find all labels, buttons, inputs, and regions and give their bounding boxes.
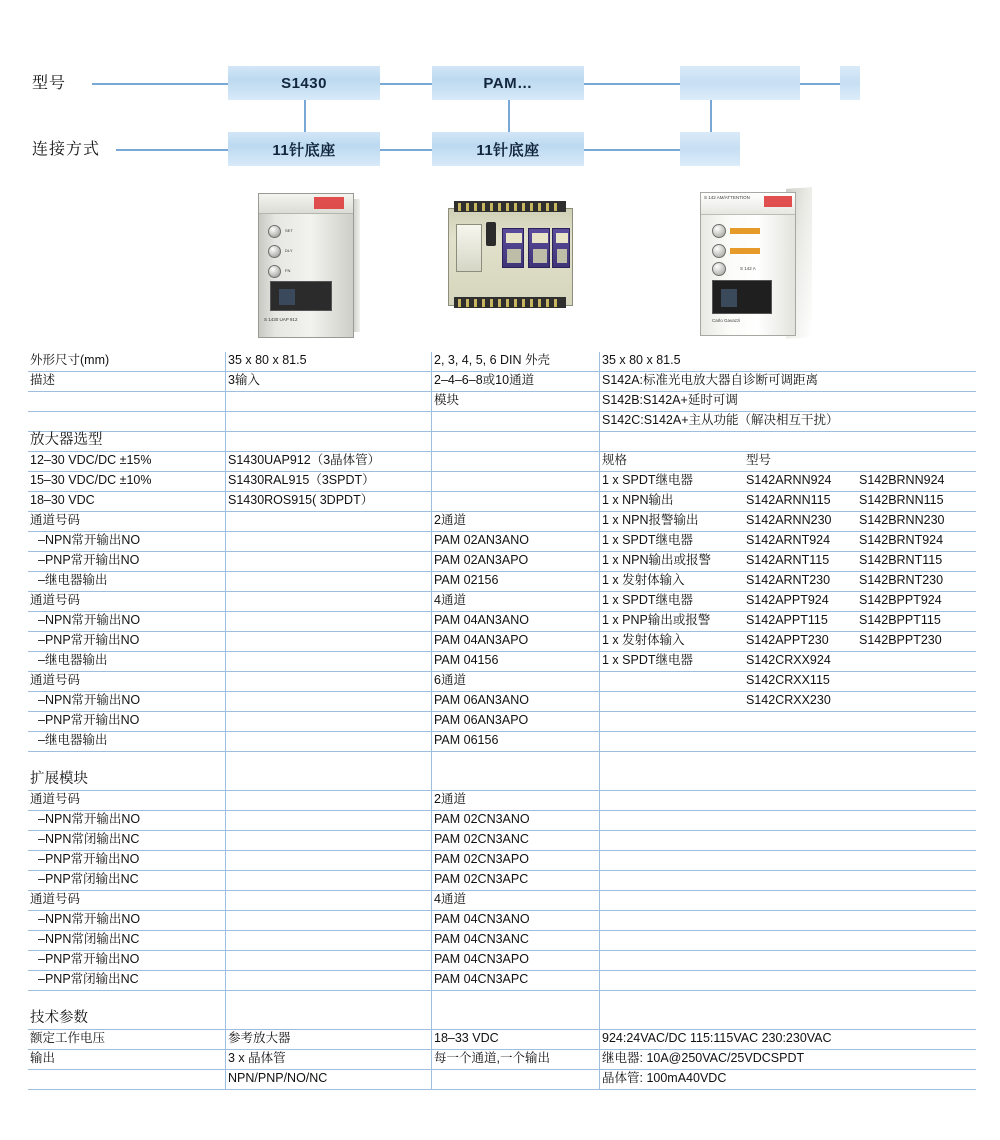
- table-cell: 描述: [28, 372, 226, 391]
- table-cell: [432, 432, 600, 451]
- table-cell: [600, 771, 976, 790]
- spec-name: 1 x PNP输出或报警: [602, 613, 711, 627]
- table-cell: PAM 02AN3ANO: [432, 532, 600, 551]
- table-cell: S142B:S142A+延时可调: [602, 393, 738, 407]
- table-cell: [226, 712, 432, 731]
- table-cell: 模块: [432, 392, 600, 411]
- table-cell: [226, 771, 432, 790]
- table-cell: [226, 752, 432, 771]
- device-caption: S 142 AM/ATTENTION: [704, 195, 750, 200]
- table-row: [28, 971, 976, 991]
- table-cell: [226, 612, 432, 631]
- model-codes: S142ARNN115 S142BRNN115: [746, 493, 944, 507]
- table-cell: PAM 02AN3APO: [432, 552, 600, 571]
- table-row: [28, 1030, 976, 1050]
- table-cell: [600, 991, 976, 1010]
- table-cell: [432, 1010, 600, 1029]
- table-row: [28, 732, 976, 752]
- table-cell: [600, 492, 976, 511]
- table-cell: [226, 791, 432, 810]
- table-row: [28, 572, 976, 592]
- table-row: [28, 1010, 976, 1030]
- table-cell: –继电器输出: [28, 572, 226, 591]
- spec-name: [602, 693, 746, 708]
- device-caption: S 1430 UAP 912: [264, 317, 298, 322]
- table-row: [28, 1050, 976, 1070]
- table-cell: [600, 791, 976, 810]
- table-cell: [226, 552, 432, 571]
- table-cell: 15–30 VDC/DC ±10%: [28, 472, 226, 491]
- connector-line: [800, 83, 840, 85]
- spec-name: [602, 673, 746, 688]
- table-cell: [226, 971, 432, 990]
- table-cell: 18–33 VDC: [432, 1030, 600, 1049]
- table-cell: 通道号码: [28, 672, 226, 691]
- table-cell: 额定工作电压: [28, 1030, 226, 1049]
- table-cell: [226, 572, 432, 591]
- table-row: [28, 1070, 976, 1090]
- table-row: [28, 911, 976, 931]
- table-cell: [600, 1010, 976, 1029]
- image-s1430-relay-module: SET DLY FN S 1430 UAP 912: [252, 193, 360, 338]
- model-codes: S142ARNT230 S142BRNT230: [746, 573, 944, 587]
- connector-line: [584, 149, 680, 151]
- table-cell: [226, 512, 432, 531]
- table-cell: PAM 02156: [432, 572, 600, 591]
- table-cell: 通道号码: [28, 891, 226, 910]
- table-cell: –NPN常闭输出NC: [28, 831, 226, 850]
- table-cell: [28, 991, 226, 1010]
- table-cell: [600, 592, 976, 611]
- table-row: [28, 372, 976, 392]
- chip-model-s1430[interactable]: S1430: [228, 66, 380, 100]
- connector-line: [92, 83, 228, 85]
- table-cell: PAM 04AN3APO: [432, 632, 600, 651]
- table-cell: PAM 06AN3APO: [432, 712, 600, 731]
- table-cell: [226, 1010, 432, 1029]
- table-row: [28, 552, 976, 572]
- table-cell: [28, 392, 226, 411]
- table-cell: 3 x 晶体管: [226, 1050, 432, 1069]
- table-cell: 通道号码: [28, 512, 226, 531]
- table-row: [28, 532, 976, 552]
- spec-name: 1 x NPN报警输出: [602, 513, 699, 527]
- table-cell: –PNP常闭输出NC: [28, 871, 226, 890]
- table-cell: [600, 432, 976, 451]
- table-cell: [226, 732, 432, 751]
- table-cell: PAM 06156: [432, 732, 600, 751]
- table-cell: 3输入: [226, 372, 432, 391]
- table-row: [28, 512, 976, 532]
- table-cell: S1430RAL915（3SPDT）: [226, 472, 432, 491]
- table-row: [28, 891, 976, 911]
- table-cell: [600, 911, 976, 930]
- table-cell: PAM 04CN3APC: [432, 971, 600, 990]
- table-cell: S142A:标准光电放大器自诊断可调距离: [602, 373, 819, 387]
- specification-table: [28, 352, 976, 1090]
- table-cell: [226, 672, 432, 691]
- table-row: [28, 692, 976, 712]
- table-cell: [600, 552, 976, 571]
- table-cell: [226, 851, 432, 870]
- spec-name: 1 x NPN输出: [602, 493, 674, 507]
- table-cell: [600, 851, 976, 870]
- model-codes: S142CRXX924: [746, 653, 831, 667]
- table-row: [28, 831, 976, 851]
- table-cell: 924:24VAC/DC 115:115VAC 230:230VAC: [602, 1031, 832, 1045]
- table-cell: 2通道: [432, 791, 600, 810]
- table-cell: [600, 732, 976, 751]
- connector-line: [304, 100, 306, 132]
- spec-name: 1 x 发射体输入: [602, 633, 685, 647]
- table-cell: 技术参数: [28, 1010, 226, 1029]
- table-cell: –继电器输出: [28, 652, 226, 671]
- chip-connection-11pin-a[interactable]: 11针底座: [228, 132, 380, 166]
- table-cell: 输出: [28, 1050, 226, 1069]
- table-cell: [226, 632, 432, 651]
- table-row: [28, 352, 976, 372]
- table-cell: [226, 831, 432, 850]
- table-row: [28, 771, 976, 791]
- table-row: [28, 811, 976, 831]
- table-cell: [226, 811, 432, 830]
- spec-name: 1 x 发射体输入: [602, 573, 685, 587]
- table-cell: –PNP常开输出NO: [28, 951, 226, 970]
- table-row: [28, 452, 976, 472]
- model-codes: S142ARNT115 S142BRNT115: [746, 553, 943, 567]
- table-cell: [432, 412, 600, 431]
- table-cell: 每一个通道,一个输出: [432, 1050, 600, 1069]
- table-cell: PAM 04AN3ANO: [432, 612, 600, 631]
- table-cell: [28, 752, 226, 771]
- connector-line: [116, 149, 228, 151]
- table-cell: 通道号码: [28, 791, 226, 810]
- table-cell: [226, 412, 432, 431]
- table-row: [28, 412, 976, 432]
- chip-model-blank-2[interactable]: [840, 66, 860, 100]
- table-row: [28, 612, 976, 632]
- table-cell: [432, 472, 600, 491]
- table-cell: [226, 991, 432, 1010]
- table-cell: [600, 971, 976, 990]
- table-cell: [226, 652, 432, 671]
- table-row: [28, 951, 976, 971]
- table-cell: 外形尺寸(mm): [28, 352, 226, 371]
- table-cell: PAM 02CN3ANO: [432, 811, 600, 830]
- spec-name: 1 x SPDT继电器: [602, 473, 693, 487]
- model-codes: S142APPT230 S142BPPT230: [746, 633, 942, 647]
- table-cell: [226, 871, 432, 890]
- connector-line: [380, 149, 432, 151]
- chip-connection-blank[interactable]: [680, 132, 740, 166]
- spec-name: 1 x SPDT继电器: [602, 653, 693, 667]
- table-cell: –继电器输出: [28, 732, 226, 751]
- table-row: [28, 791, 976, 811]
- table-cell: [600, 472, 976, 491]
- spec-name: 1 x NPN输出或报警: [602, 553, 712, 567]
- table-cell: [226, 532, 432, 551]
- table-cell: –NPN常开输出NO: [28, 532, 226, 551]
- table-cell: –NPN常闭输出NC: [28, 931, 226, 950]
- model-codes: S142CRXX115: [746, 673, 830, 687]
- table-cell: PAM 02CN3APO: [432, 851, 600, 870]
- table-cell: [600, 692, 976, 711]
- table-cell: 扩展模块: [28, 771, 226, 790]
- table-cell: 晶体管: 100mA40VDC: [602, 1071, 727, 1085]
- image-pam-multichannel-module: [448, 198, 576, 316]
- connector-line: [508, 100, 510, 132]
- model-codes: S142ARNN230 S142BRNN230: [746, 513, 945, 527]
- table-cell: [600, 612, 976, 631]
- table-cell: –PNP常开输出NO: [28, 632, 226, 651]
- image-s142a-amplifier: S 142 AM/ATTENTION S 142 A Carlo Gavazzi: [700, 188, 812, 338]
- table-cell: [226, 692, 432, 711]
- table-cell: 2, 3, 4, 5, 6 DIN 外壳: [432, 352, 600, 371]
- table-row: [28, 472, 976, 492]
- table-cell: 12–30 VDC/DC ±15%: [28, 452, 226, 471]
- table-cell: –PNP常开输出NO: [28, 552, 226, 571]
- table-cell: S1430UAP912（3晶体管）: [226, 452, 432, 471]
- table-cell: [600, 572, 976, 591]
- table-cell: [28, 1070, 226, 1089]
- model-codes: S142CRXX230: [746, 693, 831, 707]
- table-cell: PAM 04CN3ANO: [432, 911, 600, 930]
- table-cell: PAM 04CN3ANC: [432, 931, 600, 950]
- table-cell: PAM 04156: [432, 652, 600, 671]
- table-cell: –PNP常闭输出NC: [28, 971, 226, 990]
- table-cell: 18–30 VDC: [28, 492, 226, 511]
- table-cell: [600, 931, 976, 950]
- spec-name: 1 x SPDT继电器: [602, 593, 693, 607]
- table-cell: [600, 831, 976, 850]
- table-cell: 35 x 80 x 81.5: [602, 353, 681, 367]
- table-cell: PAM 04CN3APO: [432, 951, 600, 970]
- table-cell: [600, 452, 976, 471]
- table-cell: 4通道: [432, 592, 600, 611]
- table-cell: [600, 752, 976, 771]
- table-cell: NPN/PNP/NO/NC: [226, 1070, 432, 1089]
- table-cell: PAM 02CN3ANC: [432, 831, 600, 850]
- spec-name: 规格: [602, 453, 628, 467]
- table-cell: [600, 811, 976, 830]
- table-cell: 继电器: 10A@250VAC/25VDCSPDT: [602, 1051, 805, 1065]
- table-cell: [28, 412, 226, 431]
- connector-line: [380, 83, 432, 85]
- chip-model-pam[interactable]: PAM…: [432, 66, 584, 100]
- table-cell: S142C:S142A+主从功能（解决相互干扰）: [602, 413, 839, 427]
- table-row: [28, 432, 976, 452]
- table-cell: PAM 02CN3APC: [432, 871, 600, 890]
- chip-model-blank-1[interactable]: [680, 66, 800, 100]
- table-row: [28, 712, 976, 732]
- table-row: [28, 492, 976, 512]
- connector-line: [710, 100, 712, 132]
- table-cell: [226, 891, 432, 910]
- table-cell: [432, 752, 600, 771]
- table-cell: –NPN常开输出NO: [28, 692, 226, 711]
- table-row: [28, 652, 976, 672]
- table-cell: [226, 432, 432, 451]
- chip-connection-11pin-b[interactable]: 11针底座: [432, 132, 584, 166]
- table-cell: –NPN常开输出NO: [28, 612, 226, 631]
- table-cell: [432, 1070, 600, 1089]
- model-codes: S142ARNN924 S142BRNN924: [746, 473, 945, 487]
- table-cell: [226, 931, 432, 950]
- spec-name: 1 x SPDT继电器: [602, 533, 693, 547]
- table-cell: 35 x 80 x 81.5: [226, 352, 432, 371]
- table-cell: [600, 891, 976, 910]
- table-cell: 6通道: [432, 672, 600, 691]
- table-cell: [432, 492, 600, 511]
- table-cell: [432, 452, 600, 471]
- table-cell: [432, 991, 600, 1010]
- table-row: [28, 931, 976, 951]
- table-cell: [600, 951, 976, 970]
- product-family-diagram: [0, 0, 1000, 350]
- table-row: [28, 851, 976, 871]
- table-row: [28, 632, 976, 652]
- table-cell: 参考放大器: [226, 1030, 432, 1049]
- table-cell: PAM 06AN3ANO: [432, 692, 600, 711]
- table-cell: 通道号码: [28, 592, 226, 611]
- model-codes: S142ARNT924 S142BRNT924: [746, 533, 944, 547]
- table-cell: 4通道: [432, 891, 600, 910]
- connector-line: [584, 83, 680, 85]
- table-cell: [226, 951, 432, 970]
- table-row: [28, 871, 976, 891]
- table-cell: [226, 911, 432, 930]
- model-codes: S142APPT924 S142BPPT924: [746, 593, 942, 607]
- table-cell: [432, 771, 600, 790]
- table-cell: –NPN常开输出NO: [28, 811, 226, 830]
- table-cell: [600, 512, 976, 531]
- table-cell: 2通道: [432, 512, 600, 531]
- table-cell: [600, 652, 976, 671]
- diagram-row-label-model: 型号: [32, 75, 67, 92]
- table-cell: –PNP常开输出NO: [28, 851, 226, 870]
- table-cell: [600, 871, 976, 890]
- model-codes: S142APPT115 S142BPPT115: [746, 613, 941, 627]
- table-cell: S1430ROS915( 3DPDT）: [226, 492, 432, 511]
- table-row: [28, 672, 976, 692]
- table-cell: 放大器选型: [28, 432, 226, 451]
- diagram-row-label-connection: 连接方式: [32, 141, 101, 158]
- table-cell: [600, 712, 976, 731]
- table-cell: [600, 672, 976, 691]
- table-cell: [600, 532, 976, 551]
- table-cell: 2–4–6–8或10通道: [432, 372, 600, 391]
- table-cell: [226, 592, 432, 611]
- table-row: [28, 592, 976, 612]
- table-row: [28, 752, 976, 771]
- table-row: [28, 392, 976, 412]
- table-cell: –NPN常开输出NO: [28, 911, 226, 930]
- table-cell: [226, 392, 432, 411]
- model-codes: 型号: [746, 453, 772, 467]
- table-cell: [600, 632, 976, 651]
- table-row: [28, 991, 976, 1010]
- table-cell: –PNP常开输出NO: [28, 712, 226, 731]
